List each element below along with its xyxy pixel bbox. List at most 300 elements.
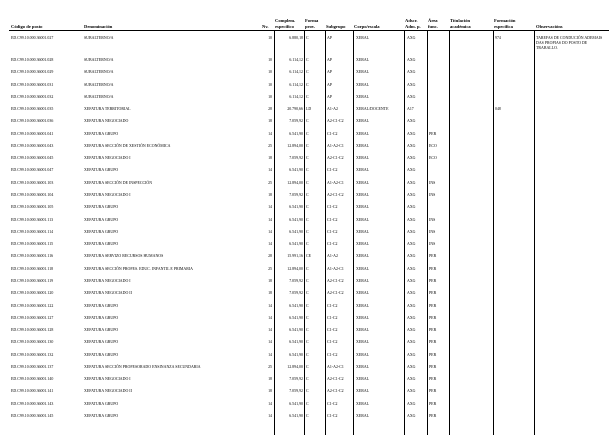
cell-adscricion: AXG (407, 82, 416, 87)
cell-adscricion: AXG (407, 143, 416, 148)
cell-complemento-especifico: 12.894,00 (287, 180, 303, 185)
cell-adscricion: AXG (407, 352, 416, 357)
cell-corpo-escala: XERAL (356, 143, 370, 148)
cell-adscricion: AXG (407, 229, 416, 234)
cell-area-funcional: PER (429, 315, 437, 320)
cell-denominacion: XEFATURA NEGOCIADO (84, 119, 129, 124)
cell-subgrupo: AP (327, 94, 333, 99)
cell-corpo-escala: XERAL (356, 205, 370, 210)
cell-forma-provision: C (306, 143, 309, 148)
table-row (0, 230, 615, 242)
cell-subgrupo: AP (327, 58, 333, 62)
cell-denominacion: SUBALTERNO/A (84, 58, 114, 62)
cell-complemento-especifico: 6.114,12 (289, 82, 303, 87)
header-nivel: Nv. (262, 24, 269, 29)
cell-denominacion: XEFATURA SECCIÓN PROFES. EDUC. INFANTIL E PRIMARIA (84, 266, 194, 271)
cell-codigo-posto: ED.C99.10.000.36001.103 (11, 180, 54, 185)
cell-corpo-escala: XERAL (356, 180, 370, 185)
cell-area-funcional: PER (429, 414, 437, 418)
cell-nivel: 14 (268, 229, 272, 234)
table-row (0, 119, 615, 131)
cell-adscricion: AXG (407, 70, 416, 75)
cell-denominacion: XEFATURA GRUPO (84, 303, 119, 308)
cell-forma-provision: C (306, 364, 309, 369)
cell-corpo-escala: XERAL (356, 401, 370, 406)
cell-area-funcional: PER (429, 278, 437, 283)
cell-subgrupo: A2-C1-C2 (327, 119, 344, 124)
table-row (0, 95, 615, 107)
cell-nivel: 18 (268, 156, 272, 161)
table-row (0, 83, 615, 95)
table-row (0, 168, 615, 180)
cell-subgrupo: C1-C2 (327, 131, 338, 136)
cell-denominacion: XEFATURA NEGOCIADO II (84, 389, 132, 394)
cell-subgrupo: C1-C2 (327, 303, 338, 308)
cell-complemento-especifico: 6.541,90 (289, 340, 303, 345)
cell-corpo-escala: XERAL (356, 193, 370, 198)
table-row (0, 316, 615, 328)
cell-forma-provision: C (306, 180, 309, 185)
cell-codigo-posto: ED.C99.10.000.36001.140 (11, 377, 54, 382)
cell-corpo-escala: XERAL (356, 389, 370, 394)
cell-area-funcional: PER (429, 340, 437, 345)
cell-denominacion: SUBALTERNO/A (84, 36, 114, 40)
cell-codigo-posto: ED.C99.10.000.36001.036 (11, 119, 54, 124)
cell-subgrupo: C1-C2 (327, 168, 338, 173)
cell-adscricion: AXG (407, 414, 416, 418)
cell-denominacion: XEFATURA GRUPO (84, 414, 119, 418)
cell-nivel: 18 (268, 377, 272, 382)
cell-complemento-especifico: 6.114,12 (289, 70, 303, 75)
cell-nivel: 10 (268, 58, 272, 62)
cell-nivel: 25 (268, 143, 272, 148)
cell-forma-provision: C (306, 36, 309, 40)
cell-subgrupo: AP (327, 82, 333, 87)
cell-denominacion: SUBALTERNO/A (84, 70, 114, 75)
cell-codigo-posto: ED.C99.10.000.36001.127 (11, 315, 54, 320)
cell-forma-provision: C (306, 414, 309, 418)
cell-area-funcional: PER (429, 328, 437, 333)
cell-subgrupo: C1-C2 (327, 315, 338, 320)
cell-adscricion: AXG (407, 119, 416, 124)
cell-nivel: 14 (268, 352, 272, 357)
table-row (0, 353, 615, 365)
cell-adscricion: AXG (407, 401, 416, 406)
cell-codigo-posto: ED.C99.10.000.36001.114 (11, 229, 54, 234)
cell-forma-provision: C (306, 278, 309, 283)
cell-complemento-especifico: 7.059,92 (289, 119, 303, 124)
cell-denominacion: XEFATURA GRUPO (84, 229, 119, 234)
cell-complemento-especifico: 7.059,92 (289, 156, 303, 161)
cell-subgrupo: A1-A2 (327, 254, 338, 259)
cell-area-funcional: ECO (429, 143, 437, 148)
cell-forma-provision: C (306, 389, 309, 394)
cell-observacions: TAREFAS DE CONDUCIÓN ADEMAIS DAS PROPIAS DO POSTO DE TRABALLO. (536, 36, 603, 50)
cell-area-funcional: PER (429, 377, 437, 382)
cell-subgrupo: C1-C2 (327, 340, 338, 345)
cell-area-funcional: PER (429, 131, 437, 136)
cell-codigo-posto: ED.C99.10.000.36001.118 (11, 266, 54, 271)
header-corpo-escala: Corpo/escala (354, 24, 380, 29)
header-adscricion: Adscr. Adm. p. (405, 18, 421, 29)
cell-nivel: 10 (268, 94, 272, 99)
cell-area-funcional: INS (429, 229, 436, 234)
cell-adscricion: AXG (407, 131, 416, 136)
cell-corpo-escala: XERAL (356, 315, 370, 320)
cell-forma-provision: C (306, 401, 309, 406)
cell-complemento-especifico: 20.790,66 (287, 107, 303, 112)
cell-forma-provision: C (306, 82, 309, 87)
cell-complemento-especifico: 6.541,90 (289, 242, 303, 247)
cell-denominacion: XEFATURA SERVIZO RECURSOS HUMANOS (84, 254, 164, 259)
cell-codigo-posto: ED.C99.10.000.36001.141 (11, 389, 54, 394)
cell-denominacion: XEFATURA GRUPO (84, 242, 119, 247)
cell-subgrupo: A1-A2-C1 (327, 266, 344, 271)
cell-corpo-escala: XERAL (356, 242, 370, 247)
cell-area-funcional: PER (429, 352, 437, 357)
table-row (0, 132, 615, 144)
cell-forma-provision: C (306, 229, 309, 234)
cell-codigo-posto: ED.C99.10.000.36001.122 (11, 303, 54, 308)
cell-corpo-escala: XERAL (356, 229, 370, 234)
table-row (0, 279, 615, 291)
cell-codigo-posto: ED.C99.10.000.36001.115 (11, 242, 54, 247)
cell-nivel: 14 (268, 168, 272, 173)
cell-complemento-especifico: 6.541,90 (289, 168, 303, 173)
cell-complemento-especifico: 7.059,92 (289, 389, 303, 394)
cell-adscricion: AXG (407, 156, 416, 161)
table-row (0, 389, 615, 401)
cell-forma-provision: C (306, 70, 309, 75)
cell-nivel: 18 (268, 389, 272, 394)
header-formacion: Formación específica (494, 18, 516, 29)
cell-adscricion: AXG (407, 303, 416, 308)
cell-adscricion: AXG (407, 340, 416, 345)
cell-forma-provision: C (306, 315, 309, 320)
cell-denominacion: XEFATURA NEGOCIADO II (84, 291, 132, 296)
cell-area-funcional: INS (429, 180, 436, 185)
cell-area-funcional: INS (429, 242, 436, 247)
cell-nivel: 14 (268, 131, 272, 136)
header-area-funcional: Área func. (428, 18, 438, 29)
cell-nivel: 28 (268, 254, 272, 259)
cell-codigo-posto: ED.C99.10.000.36001.119 (11, 278, 54, 283)
table-row (0, 205, 615, 217)
cell-adscricion: AXG (407, 364, 416, 369)
cell-subgrupo: A1-A2 (327, 107, 338, 112)
cell-subgrupo: C1-C2 (327, 352, 338, 357)
cell-corpo-escala: XERAL (356, 352, 370, 357)
cell-corpo-escala: XERAL (356, 364, 370, 369)
table-row (0, 377, 615, 389)
cell-corpo-escala: XERAL (356, 156, 370, 161)
cell-forma-provision: C (306, 94, 309, 99)
cell-subgrupo: A1-A2-C1 (327, 180, 344, 185)
cell-nivel: 18 (268, 193, 272, 198)
cell-complemento-especifico: 12.894,00 (287, 143, 303, 148)
cell-nivel: 25 (268, 364, 272, 369)
cell-codigo-posto: ED.C99.10.000.36001.137 (11, 364, 54, 369)
cell-denominacion: XEFATURA NEGOCIADO I (84, 193, 131, 198)
cell-area-funcional: PER (429, 401, 437, 406)
cell-corpo-escala: XERAL (356, 328, 370, 333)
cell-area-funcional: PER (429, 364, 437, 369)
cell-codigo-posto: ED.C99.10.000.36001.113 (11, 217, 54, 222)
cell-adscricion: AXG (407, 180, 416, 185)
cell-adscricion: AXG (407, 389, 416, 394)
cell-corpo-escala: XERAL (356, 58, 370, 62)
cell-subgrupo: A2-C1-C2 (327, 377, 344, 382)
cell-corpo-escala: XERAL (356, 278, 370, 283)
cell-adscricion: A17 (407, 107, 414, 112)
table-row (0, 70, 615, 82)
cell-subgrupo: C1-C2 (327, 205, 338, 210)
cell-codigo-posto: ED.C99.10.000.36001.105 (11, 205, 54, 210)
cell-complemento-especifico: 12.894,00 (287, 364, 303, 369)
cell-corpo-escala: XERAL (356, 70, 370, 75)
cell-codigo-posto: ED.C99.10.000.36001.143 (11, 401, 54, 406)
cell-codigo-posto: ED.C99.10.000.36001.047 (11, 168, 54, 173)
cell-area-funcional: PER (429, 254, 437, 259)
cell-subgrupo: C1-C2 (327, 217, 338, 222)
cell-corpo-escala: XERAL (356, 377, 370, 382)
cell-adscricion: AXG (407, 315, 416, 320)
cell-nivel: 14 (268, 401, 272, 406)
cell-nivel: 18 (268, 291, 272, 296)
cell-nivel: 14 (268, 217, 272, 222)
cell-denominacion: XEFATURA SECCIÓN PROFESORADO ENSINANZA SECUNDARIA (84, 364, 201, 369)
cell-complemento-especifico: 6.880,18 (289, 36, 303, 40)
table-row (0, 254, 615, 266)
cell-subgrupo: C1-C2 (327, 328, 338, 333)
cell-denominacion: XEFATURA GRUPO (84, 131, 119, 136)
cell-complemento-especifico: 6.541,90 (289, 217, 303, 222)
header-divider (9, 30, 609, 31)
cell-corpo-escala: XERAL (356, 266, 370, 271)
table-row (0, 291, 615, 303)
cell-nivel: 14 (268, 205, 272, 210)
cell-subgrupo: AP (327, 36, 333, 40)
cell-codigo-posto: ED.C99.10.000.36001.132 (11, 352, 54, 357)
cell-nivel: 14 (268, 414, 272, 418)
cell-adscricion: AXG (407, 377, 416, 382)
cell-nivel: 28 (268, 107, 272, 112)
cell-forma-provision: LD (306, 107, 312, 112)
cell-corpo-escala: XERAL (356, 94, 370, 99)
cell-codigo-posto: ED.C99.10.000.36001.145 (11, 414, 54, 418)
cell-corpo-escala: XERAL (356, 119, 370, 124)
cell-complemento-especifico: 6.541,90 (289, 229, 303, 234)
cell-corpo-escala: XERAL (356, 36, 370, 40)
cell-area-funcional: INS (429, 193, 436, 198)
cell-denominacion: XEFATURA GRUPO (84, 168, 119, 173)
cell-adscricion: AXG (407, 193, 416, 198)
cell-forma-provision: C (306, 266, 309, 271)
cell-corpo-escala: XERAL (356, 131, 370, 136)
cell-area-funcional: PER (429, 266, 437, 271)
cell-corpo-escala: XERAL (356, 414, 370, 418)
cell-subgrupo: AP (327, 70, 333, 75)
cell-complemento-especifico: 6.541,90 (289, 414, 303, 418)
cell-complemento-especifico: 7.059,92 (289, 291, 303, 296)
cell-codigo-posto: ED.C99.10.000.36001.031 (11, 82, 54, 87)
cell-forma-provision: C (306, 242, 309, 247)
cell-adscricion: AXG (407, 94, 416, 99)
cell-nivel: 25 (268, 180, 272, 185)
cell-codigo-posto: ED.C99.10.000.36001.028 (11, 58, 54, 62)
cell-codigo-posto: ED.C99.10.000.36001.035 (11, 107, 54, 112)
header-forma-provision: Forma prov. (305, 18, 319, 29)
cell-subgrupo: A1-A2-C1 (327, 143, 344, 148)
cell-subgrupo: C1-C2 (327, 229, 338, 234)
cell-corpo-escala: XERAL (356, 82, 370, 87)
cell-subgrupo: A2-C1-C2 (327, 156, 344, 161)
cell-denominacion: XEFATURA GRUPO (84, 401, 119, 406)
table-row (0, 365, 615, 377)
table-row (0, 181, 615, 193)
cell-corpo-escala: XERAL (356, 340, 370, 345)
header-denominacion: Denominación (84, 24, 113, 29)
cell-complemento-especifico: 6.114,12 (289, 58, 303, 62)
cell-nivel: 14 (268, 315, 272, 320)
cell-adscricion: AXG (407, 205, 416, 210)
cell-subgrupo: C1-C2 (327, 401, 338, 406)
cell-subgrupo: C1-C2 (327, 414, 338, 418)
cell-forma-provision: CE (306, 254, 312, 259)
cell-adscricion: AXG (407, 217, 416, 222)
cell-adscricion: AXG (407, 278, 416, 283)
cell-denominacion: XEFATURA NEGOCIADO I (84, 278, 131, 283)
cell-forma-provision: C (306, 328, 309, 333)
cell-codigo-posto: ED.C99.10.000.36001.032 (11, 94, 54, 99)
header-complemento: Complem. específico (275, 18, 296, 29)
cell-adscricion: AXG (407, 328, 416, 333)
table-row (0, 58, 615, 70)
cell-nivel: 18 (268, 119, 272, 124)
cell-complemento-especifico: 6.541,90 (289, 352, 303, 357)
cell-codigo-posto: ED.C99.10.000.36001.043 (11, 143, 54, 148)
cell-area-funcional: PER (429, 291, 437, 296)
cell-corpo-escala: XERAL (356, 254, 370, 259)
cell-area-funcional: ECO (429, 156, 437, 161)
table-row (0, 107, 615, 119)
cell-denominacion: XEFATURA NEGOCIADO I (84, 377, 131, 382)
cell-codigo-posto: ED.C99.10.000.36001.027 (11, 36, 54, 40)
cell-complemento-especifico: 7.059,92 (289, 377, 303, 382)
cell-area-funcional: PER (429, 303, 437, 308)
header-subgrupo: Subgrupo (326, 24, 346, 29)
cell-corpo-escala: XERAL (356, 291, 370, 296)
cell-codigo-posto: ED.C99.10.000.36001.041 (11, 131, 54, 136)
cell-nivel: 14 (268, 340, 272, 345)
table-row (0, 328, 615, 340)
cell-subgrupo: A2-C1-C2 (327, 389, 344, 394)
cell-adscricion: AXG (407, 36, 416, 40)
cell-subgrupo: C1-C2 (327, 242, 338, 247)
cell-adscricion: AXG (407, 242, 416, 247)
cell-nivel: 10 (268, 70, 272, 75)
cell-corpo-escala: XERAL (356, 303, 370, 308)
cell-adscricion: AXG (407, 58, 416, 62)
cell-denominacion: XEFATURA SECCIÓN DE INSPECCIÓN (84, 180, 153, 185)
cell-adscricion: AXG (407, 266, 416, 271)
cell-codigo-posto: ED.C99.10.000.36001.120 (11, 291, 54, 296)
cell-forma-provision: C (306, 58, 309, 62)
cell-denominacion: XEFATURA GRUPO (84, 205, 119, 210)
cell-complemento-especifico: 6.114,12 (289, 94, 303, 99)
table-row (0, 414, 615, 426)
cell-area-funcional: INS (429, 217, 436, 222)
cell-forma-provision: C (306, 205, 309, 210)
cell-forma-provision: C (306, 156, 309, 161)
cell-formacion: 974 (495, 36, 501, 40)
table-row (0, 36, 615, 48)
cell-nivel: 25 (268, 266, 272, 271)
cell-forma-provision: C (306, 377, 309, 382)
cell-adscricion: AXG (407, 168, 416, 173)
cell-corpo-escala: XERAL (356, 217, 370, 222)
cell-adscricion: AXG (407, 254, 416, 259)
table-row (0, 267, 615, 279)
cell-forma-provision: C (306, 131, 309, 136)
cell-complemento-especifico: 7.059,92 (289, 193, 303, 198)
header-titulacion: Titulación académica (450, 18, 471, 29)
header-observacions: Observacións (536, 24, 563, 29)
cell-codigo-posto: ED.C99.10.000.36001.128 (11, 328, 54, 333)
cell-forma-provision: C (306, 119, 309, 124)
header-codigo: Código de posto (11, 24, 43, 29)
cell-complemento-especifico: 15.991,16 (287, 254, 303, 259)
cell-forma-provision: C (306, 217, 309, 222)
cell-denominacion: XEFATURA GRUPO (84, 328, 119, 333)
cell-complemento-especifico: 6.541,90 (289, 131, 303, 136)
cell-denominacion: XEFATURA GRUPO (84, 340, 119, 345)
cell-nivel: 10 (268, 36, 272, 40)
cell-nivel: 14 (268, 242, 272, 247)
cell-codigo-posto: ED.C99.10.000.36001.130 (11, 340, 54, 345)
table-row (0, 340, 615, 352)
cell-forma-provision: C (306, 291, 309, 296)
table-row (0, 144, 615, 156)
cell-subgrupo: A2-C1-C2 (327, 278, 344, 283)
cell-area-funcional: PER (429, 389, 437, 394)
cell-codigo-posto: ED.C99.10.000.36001.045 (11, 156, 54, 161)
cell-denominacion: SUBALTERNO/A (84, 94, 114, 99)
cell-denominacion: XEFATURA NEGOCIADO I (84, 156, 131, 161)
table-row (0, 402, 615, 414)
cell-denominacion: SUBALTERNO/A (84, 82, 114, 87)
cell-corpo-escala: XERAL (356, 168, 370, 173)
cell-corpo-escala: XERAL/DOCENTE (356, 107, 389, 112)
cell-nivel: 14 (268, 328, 272, 333)
cell-forma-provision: C (306, 303, 309, 308)
table-row (0, 242, 615, 254)
cell-forma-provision: C (306, 352, 309, 357)
cell-subgrupo: A1-A2-C1 (327, 364, 344, 369)
cell-complemento-especifico: 12.894,00 (287, 266, 303, 271)
cell-forma-provision: C (306, 168, 309, 173)
cell-codigo-posto: ED.C99.10.000.36001.029 (11, 70, 54, 75)
cell-forma-provision: C (306, 193, 309, 198)
table-row (0, 156, 615, 168)
table-row (0, 304, 615, 316)
cell-codigo-posto: ED.C99.10.000.36001.116 (11, 254, 54, 259)
table-row (0, 193, 615, 205)
cell-nivel: 14 (268, 303, 272, 308)
cell-subgrupo: A2-C1-C2 (327, 291, 344, 296)
table-row (0, 218, 615, 230)
cell-denominacion: XEFATURA SECCIÓN DE XESTIÓN ECONÓMICA (84, 143, 171, 148)
